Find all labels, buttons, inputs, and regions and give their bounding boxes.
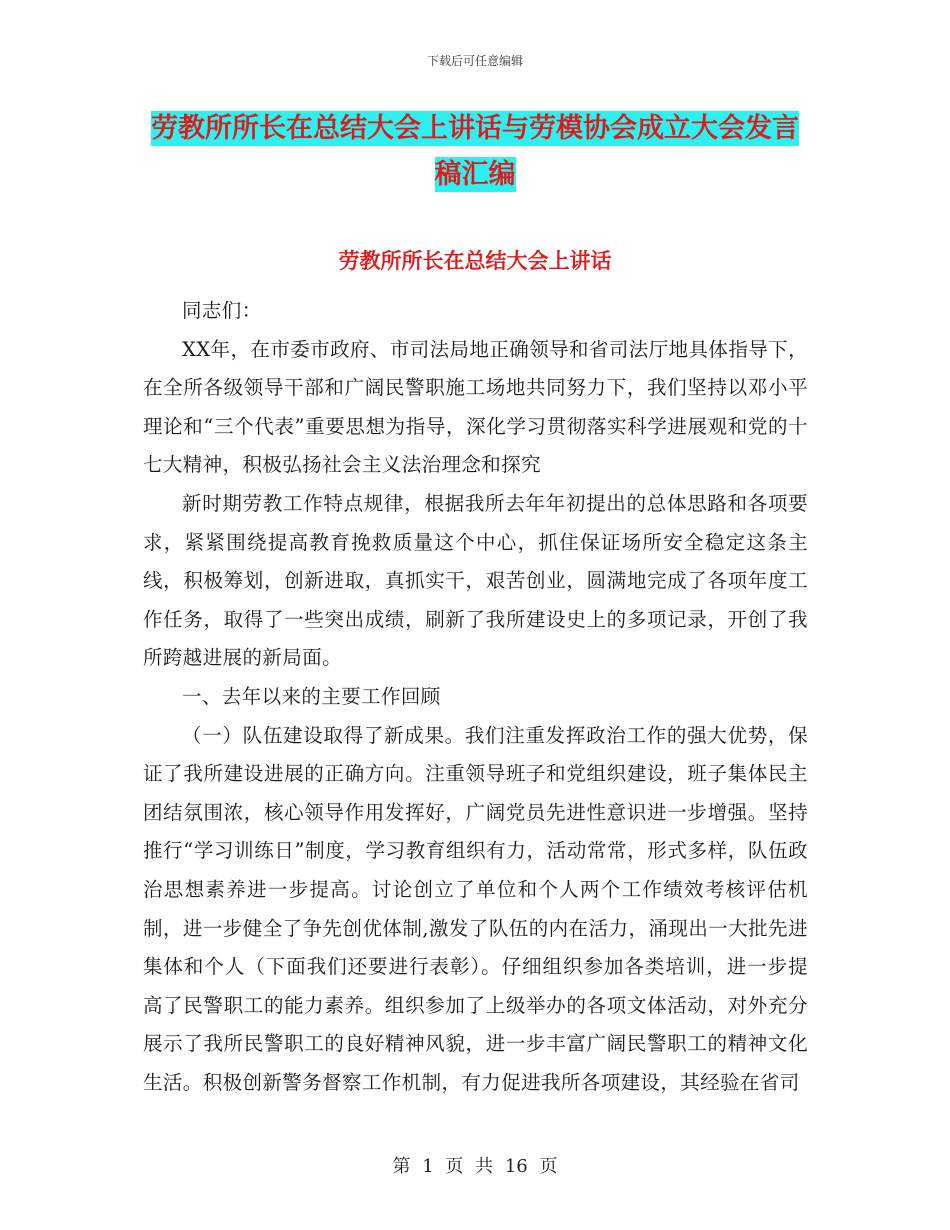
document-title-text: 劳教所所长在总结大会上讲话与劳模协会成立大会发言稿汇编: [151, 113, 799, 190]
paragraph: （一）队伍建设取得了新成果。我们注重发挥政治工作的强大优势，保证了我所建设进展的正确方向。注重领导班子和党组织建设，班子集体民主团结氛围浓，核心领导作用发挥好，广阔党员先进性意识进一步增强。坚持推行“学习训练日”制度，学习教育组织有力，活动常常，形式多样，队伍政治思想素养进一步提高。讨论创立了单位和个人两个工作绩效考核评估机制，进一步健全了争先创优体制,激发了队伍的内在活力，涌现出一大批先进集体和个人（下面我们还要进行表彰）。仔细组织参加各类培训，进一步提高了民警职工的能力素养。组织参加了上级举办的各项文体活动，对外充分展示了我所民警职工的良好精神风貌，进一步丰富广阔民警职工的精神文化生活。积极创新警务督察工作机制，有力促进我所各项建设，其经验在省司: [143, 723, 808, 1094]
header-note: 下载后可任意编辑: [426, 54, 523, 68]
paragraph-heading: 一、去年以来的主要工作回顾: [182, 684, 441, 708]
paragraph: XX年，在市委市政府、市司法局地正确领导和省司法厅地具体指导下，在全所各级领导干部和广阔民警职施工场地共同努力下，我们坚持以邓小平理论和“三个代表”重要思想为指导，深化学习贯彻落实科学进展观和党的十七大精神，积极弘扬社会主义法治理念和探究: [143, 337, 808, 477]
section-title: 劳教所所长在总结大会上讲话: [338, 249, 612, 273]
page-footer: 第 1 页 共 16 页: [392, 1156, 558, 1177]
document-title: [140, 106, 810, 198]
paragraph: 新时期劳教工作特点规律，根据我所去年年初提出的总体思路和各项要求，紧紧围绕提高教育挽救质量这个中心，抓住保证场所安全稳定这条主线，积极筹划，创新进取，真抓实干，艰苦创业，圆满地完成了各项年度工作任务，取得了一些突出成绩，刷新了我所建设史上的多项记录，开创了我所跨越进展的新局面。: [143, 491, 808, 670]
body-text: [143, 292, 808, 1102]
paragraph-salutation: 同志们：: [182, 299, 262, 322]
